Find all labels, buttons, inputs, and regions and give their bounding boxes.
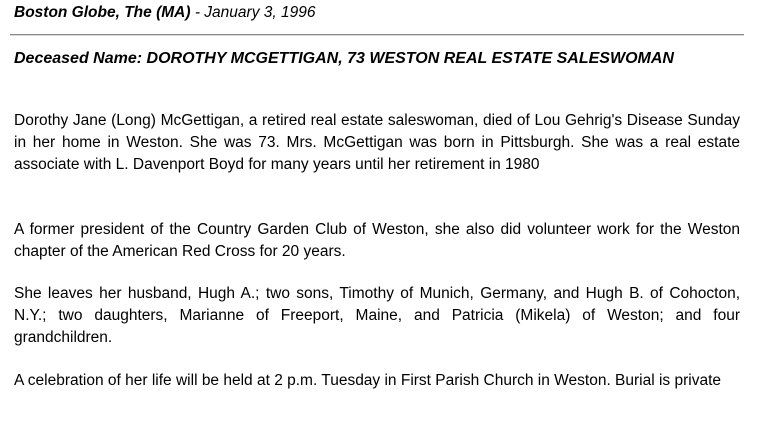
header-divider: [10, 34, 744, 36]
publication-source: Boston Globe, The (MA): [14, 4, 191, 21]
article-paragraph: A celebration of her life will be held at 2 p.m. Tuesday in First Parish Church in Weston. Burial is private: [14, 372, 722, 389]
publication-header: [14, 3, 315, 23]
article-paragraph: Dorothy Jane (Long) McGettigan, a retired real estate saleswoman, died of Lou Gehrig's Disease Sunday in her home in Weston. She was 73. Mrs. McGettigan was born in Pittsburgh. She was a real estate associate with L. Davenport Boyd for many years until her retirement in 1980: [14, 112, 740, 173]
article-title: Deceased Name: DOROTHY MCGETTIGAN, 73 WESTON REAL ESTATE SALESWOMAN: [14, 50, 674, 67]
publication-date: January 3, 1996: [204, 4, 316, 21]
header-separator: -: [190, 4, 205, 21]
article-paragraph: She leaves her husband, Hugh A.; two sons, Timothy of Munich, Germany, and Hugh B. of Cohocton, N.Y.; two daughters, Marianne of Freeport, Maine, and Patricia (Mikela) of Weston; and four grandchildren.: [14, 285, 740, 346]
article-paragraph: A former president of the Country Garden Club of Weston, she also did volunteer work for the Weston chapter of the American Red Cross for 20 years.: [14, 221, 740, 260]
